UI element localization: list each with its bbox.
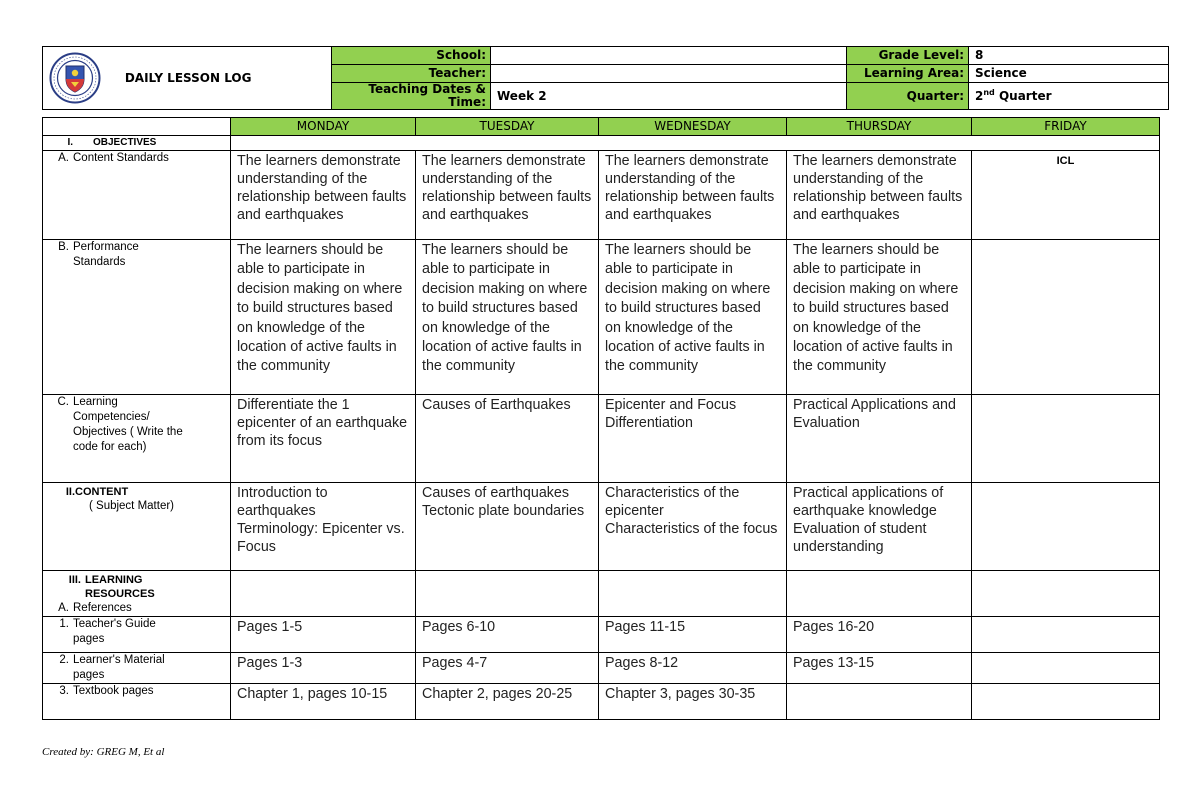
school-value — [491, 47, 847, 65]
grade-value: 8 — [969, 47, 1169, 65]
content-standards-monday: The learners demonstrate understanding of the relationship between faults and earthquakes — [231, 151, 416, 240]
resources-blank-friday — [972, 571, 1160, 617]
competencies-tuesday: Causes of Earthquakes — [416, 395, 599, 483]
day-header-wednesday: WEDNESDAY — [599, 118, 787, 136]
teachers-guide-label — [43, 617, 231, 653]
content-standards-tuesday: The learners demonstrate understanding of the relationship between faults and earthquakes — [416, 151, 599, 240]
content-wednesday — [599, 483, 787, 571]
corner-cell — [43, 118, 231, 136]
content-title: CONTENT — [75, 486, 129, 498]
resources-num: III. — [68, 574, 81, 586]
quarter-word: Quarter — [994, 88, 1052, 103]
school-label: School: — [332, 47, 491, 65]
resources-blank-tuesday — [416, 571, 599, 617]
competencies-friday — [972, 395, 1160, 483]
row-c-label-main: Learning Competencies/ Objectives — [73, 396, 150, 438]
content-thursday-line1: Practical applications of earthquake knowledge — [793, 485, 944, 519]
lm-num: 2. — [59, 654, 69, 666]
row-c-label-note: ( Write the code for each) — [73, 426, 183, 453]
performance-standards-label — [43, 240, 231, 395]
quarter-value — [969, 83, 1169, 110]
quarter-label: Quarter: — [847, 83, 969, 110]
tg-label: Teacher's Guide pages — [73, 618, 156, 645]
quarter-number: 2 — [975, 88, 984, 103]
resources-label1: LEARNING — [85, 574, 143, 586]
day-header-monday: MONDAY — [231, 118, 416, 136]
row-c-label — [73, 395, 191, 455]
learning-resources-label — [43, 571, 231, 617]
content-label — [43, 483, 231, 571]
lesson-log-table — [42, 117, 1160, 720]
lm-friday — [972, 653, 1160, 684]
competencies-thursday: Practical Applications and Evaluation — [787, 395, 972, 483]
objectives-heading — [43, 136, 231, 151]
resources-blank-thursday — [787, 571, 972, 617]
row-a-num: A. — [58, 152, 69, 164]
content-wednesday-line2: Characteristics of the focus — [605, 521, 778, 537]
dates-label: Teaching Dates & Time: — [332, 83, 491, 110]
quarter-suffix: nd — [983, 87, 995, 97]
content-standards-friday — [972, 151, 1160, 240]
content-friday — [972, 483, 1160, 571]
performance-standards-monday: The learners should be able to participate in decision making on where to build structures based on knowledge of the location of active faults in the community — [231, 240, 416, 395]
content-monday-line2: Terminology: Epicenter vs. Focus — [237, 521, 405, 555]
teacher-value — [491, 65, 847, 83]
tb-tuesday: Chapter 2, pages 20-25 — [416, 684, 599, 720]
content-monday-line1: Introduction to earthquakes — [237, 485, 328, 519]
tb-monday: Chapter 1, pages 10-15 — [231, 684, 416, 720]
competencies-monday: Differentiate the 1 epicenter of an earthquake from its focus — [231, 395, 416, 483]
deped-seal-icon — [49, 52, 101, 104]
performance-standards-tuesday: The learners should be able to participate in decision making on where to build structures based on knowledge of the location of active faults in the community — [416, 240, 599, 395]
dates-value: Week 2 — [491, 83, 847, 110]
references-label: References — [73, 602, 132, 614]
header-title-cell — [43, 47, 332, 110]
tb-num: 3. — [59, 685, 69, 697]
performance-standards-friday — [972, 240, 1160, 395]
content-tuesday — [416, 483, 599, 571]
performance-standards-thursday: The learners should be able to participate in decision making on where to build structures based on knowledge of the location of active faults in the community — [787, 240, 972, 395]
lm-thursday: Pages 13-15 — [787, 653, 972, 684]
resources-blank-wednesday — [599, 571, 787, 617]
row-a-label: Content Standards — [73, 152, 169, 164]
content-standards-thursday: The learners demonstrate understanding of the relationship between faults and earthquakes — [787, 151, 972, 240]
lm-wednesday: Pages 8-12 — [599, 653, 787, 684]
objectives-num: I. — [67, 137, 73, 148]
content-num: II. — [65, 486, 75, 498]
tg-monday: Pages 1-5 — [231, 617, 416, 653]
objectives-heading-blank — [231, 136, 1160, 151]
learning-area-value: Science — [969, 65, 1169, 83]
lm-monday: Pages 1-3 — [231, 653, 416, 684]
tg-wednesday: Pages 11-15 — [599, 617, 787, 653]
performance-standards-wednesday: The learners should be able to participate in decision making on where to build structures based on knowledge of the location of active faults in the community — [599, 240, 787, 395]
references-num: A. — [58, 602, 69, 614]
day-header-tuesday: TUESDAY — [416, 118, 599, 136]
learning-competencies-label — [43, 395, 231, 483]
content-sub: ( Subject Matter) — [89, 500, 174, 512]
textbook-label — [43, 684, 231, 720]
content-standards-label — [43, 151, 231, 240]
content-tuesday-line1: Causes of earthquakes — [422, 485, 570, 501]
objectives-label: OBJECTIVES — [93, 137, 157, 148]
learning-area-label: Learning Area: — [847, 65, 969, 83]
row-b-label: Performance Standards — [73, 241, 139, 268]
tg-num: 1. — [59, 618, 69, 630]
content-monday — [231, 483, 416, 571]
content-thursday — [787, 483, 972, 571]
lm-tuesday: Pages 4-7 — [416, 653, 599, 684]
content-tuesday-line2: Tectonic plate boundaries — [422, 503, 585, 519]
content-wednesday-line1: Characteristics of the epicenter — [605, 485, 740, 519]
tb-wednesday: Chapter 3, pages 30-35 — [599, 684, 787, 720]
header-table — [42, 46, 1169, 110]
day-header-thursday: THURSDAY — [787, 118, 972, 136]
tb-label: Textbook pages — [73, 685, 154, 697]
content-thursday-line2: Evaluation of student understanding — [793, 521, 927, 555]
lm-label: Learner's Material pages — [73, 654, 165, 681]
day-header-friday: FRIDAY — [972, 118, 1160, 136]
resources-label2: RESOURCES — [85, 588, 155, 600]
tg-thursday: Pages 16-20 — [787, 617, 972, 653]
grade-label: Grade Level: — [847, 47, 969, 65]
competencies-wednesday: Epicenter and Focus Differentiation — [599, 395, 787, 483]
icl-label: ICL — [1056, 155, 1075, 167]
resources-blank-monday — [231, 571, 416, 617]
tb-friday — [972, 684, 1160, 720]
tb-thursday — [787, 684, 972, 720]
learners-material-label — [43, 653, 231, 684]
tg-friday — [972, 617, 1160, 653]
content-standards-wednesday: The learners demonstrate understanding of the relationship between faults and earthquakes — [599, 151, 787, 240]
tg-tuesday: Pages 6-10 — [416, 617, 599, 653]
header-title: DAILY LESSON LOG — [124, 70, 252, 85]
footer-credit: Created by: GREG M, Et al — [42, 746, 165, 758]
teacher-label: Teacher: — [332, 65, 491, 83]
row-c-num: C. — [57, 396, 69, 408]
row-b-num: B. — [58, 241, 69, 253]
